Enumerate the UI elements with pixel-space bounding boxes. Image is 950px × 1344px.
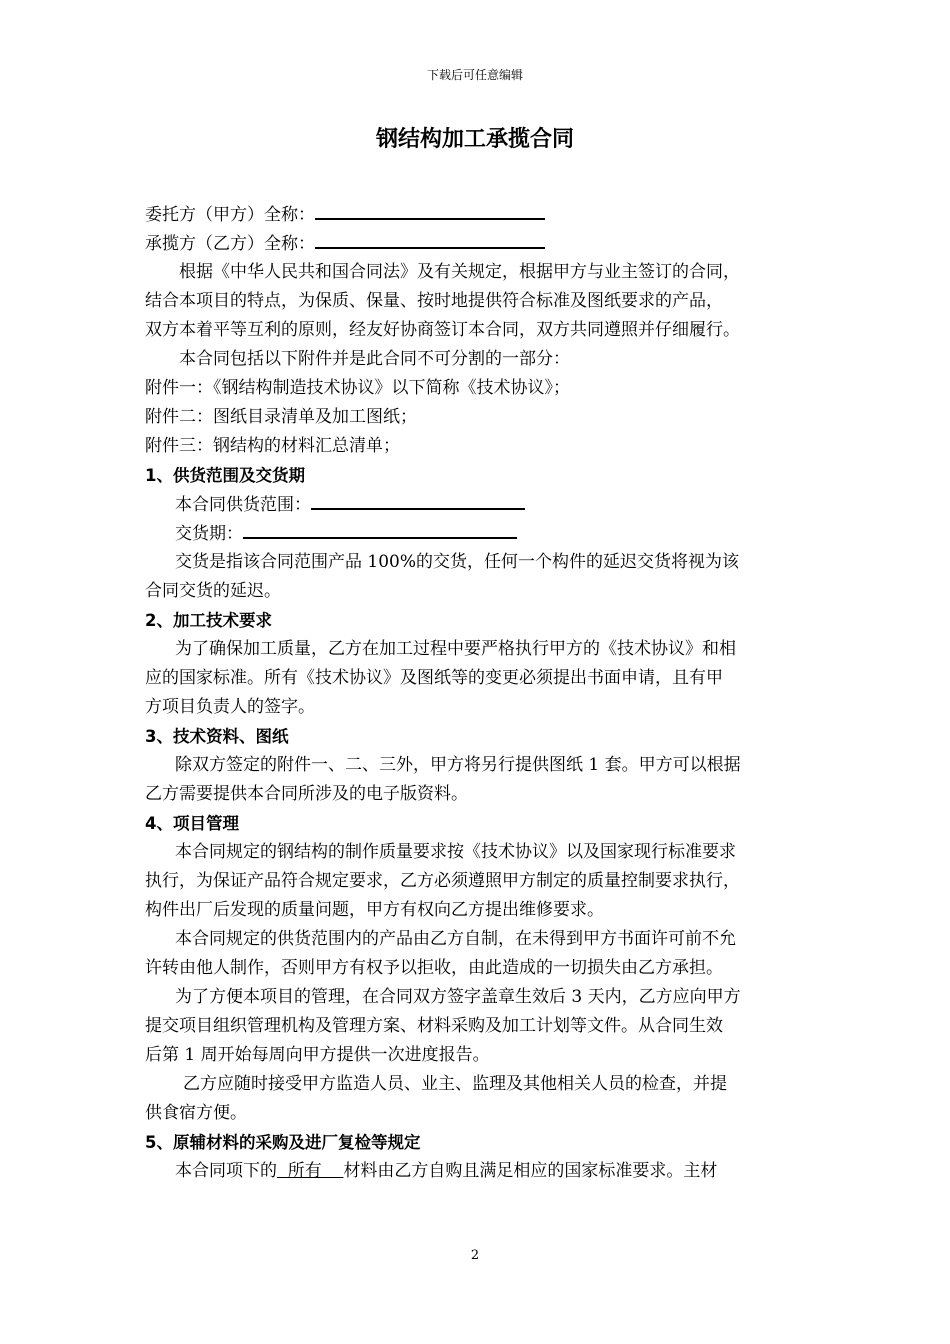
- section-2-text: 方项目负责人的签字。: [145, 697, 315, 717]
- supply-scope-line: [145, 490, 815, 519]
- section-2-text: 应的国家标准。所有《技术协议》及图纸等的变更必须提出书面申请，且有甲: [145, 668, 723, 688]
- delivery-date-label: 交货期：: [175, 524, 243, 544]
- section-2-text: 为了确保加工质量，乙方在加工过程中要严格执行甲方的《技术协议》和相: [175, 639, 736, 659]
- attachment-2: 附件二：图纸目录清单及加工图纸；: [145, 407, 417, 427]
- section-4-text: 构件出厂后发现的质量问题，甲方有权向乙方提出维修要求。: [145, 900, 604, 920]
- contract-body: [145, 200, 815, 1186]
- client-line: [145, 200, 815, 229]
- section-4-text: 后第 1 周开始每周向甲方提供一次进度报告。: [145, 1045, 490, 1065]
- intro-line: 结合本项目的特点，为保质、保量、按时地提供符合标准及图纸要求的产品，: [145, 291, 723, 311]
- section-2-heading: 2、加工技术要求: [145, 611, 272, 630]
- delivery-date-line: [145, 519, 815, 548]
- client-name-field[interactable]: [315, 200, 545, 220]
- section-4-text: 提交项目组织管理机构及管理方案、材料采购及加工计划等文件。从合同生效: [145, 1016, 723, 1036]
- section-1-heading: 1、供货范围及交货期: [145, 466, 305, 485]
- supply-scope-label: 本合同供货范围：: [175, 495, 311, 515]
- section-3-text: 除双方签定的附件一、二、三外，甲方将另行提供图纸 1 套。甲方可以根据: [175, 755, 741, 775]
- document-title: 钢结构加工承揽合同: [375, 126, 574, 152]
- section-4-text: 供食宿方便。: [145, 1103, 247, 1123]
- page-number: 2: [470, 1248, 480, 1263]
- section-1-text: 合同交货的延迟。: [145, 581, 281, 601]
- attachment-3: 附件三：钢结构的材料汇总清单；: [145, 436, 400, 456]
- contractor-line: [145, 229, 815, 258]
- section-4-text: 为了方便本项目的管理，在合同双方签字盖章生效后 3 天内，乙方应向甲方: [175, 987, 741, 1007]
- intro-line: 双方本着平等互利的原则，经友好协商签订本合同，双方共同遵照并仔细履行。: [145, 320, 740, 340]
- page-header: 下载后可任意编辑: [426, 68, 523, 82]
- materials-fill-field[interactable]: 所有: [277, 1161, 344, 1181]
- section-5-text-before: 本合同项下的: [175, 1161, 277, 1181]
- section-5-text: [145, 1157, 815, 1186]
- section-3-heading: 3、技术资料、图纸: [145, 727, 289, 746]
- contractor-name-field[interactable]: [315, 229, 545, 249]
- section-1-text: 交货是指该合同范围产品 100%的交货，任何一个构件的延迟交货将视为该: [175, 552, 740, 572]
- client-label: 委托方（甲方）全称：: [145, 205, 315, 225]
- intro-line: 根据《中华人民共和国合同法》及有关规定，根据甲方与业主签订的合同，: [179, 262, 740, 282]
- section-3-text: 乙方需要提供本合同所涉及的电子版资料。: [145, 784, 468, 804]
- contractor-label: 承揽方（乙方）全称：: [145, 234, 315, 254]
- attachment-1: 附件一：《钢结构制造技术协议》以下简称《技术协议》；: [145, 378, 570, 398]
- section-4-text: 本合同规定的供货范围内的产品由乙方自制，在未得到甲方书面许可前不允: [175, 929, 736, 949]
- section-4-heading: 4、项目管理: [145, 814, 239, 833]
- section-4-text: 本合同规定的钢结构的制作质量要求按《技术协议》以及国家现行标准要求: [175, 842, 736, 862]
- section-4-text: 执行，为保证产品符合规定要求，乙方必须遵照甲方制定的质量控制要求执行，: [145, 871, 740, 891]
- section-5-heading: 5、原辅材料的采购及进厂复检等规定: [145, 1133, 421, 1152]
- section-4-text: 许转由他人制作，否则甲方有权予以拒收，由此造成的一切损失由乙方承担。: [145, 958, 723, 978]
- supply-scope-field[interactable]: [311, 490, 525, 510]
- delivery-date-field[interactable]: [243, 519, 517, 539]
- attachments-intro: 本合同包括以下附件并是此合同不可分割的一部分：: [179, 349, 570, 369]
- section-5-text-after: 材料由乙方自购且满足相应的国家标准要求。主材: [343, 1161, 718, 1181]
- section-4-text: 乙方应随时接受甲方监造人员、业主、监理及其他相关人员的检查，并提: [183, 1074, 727, 1094]
